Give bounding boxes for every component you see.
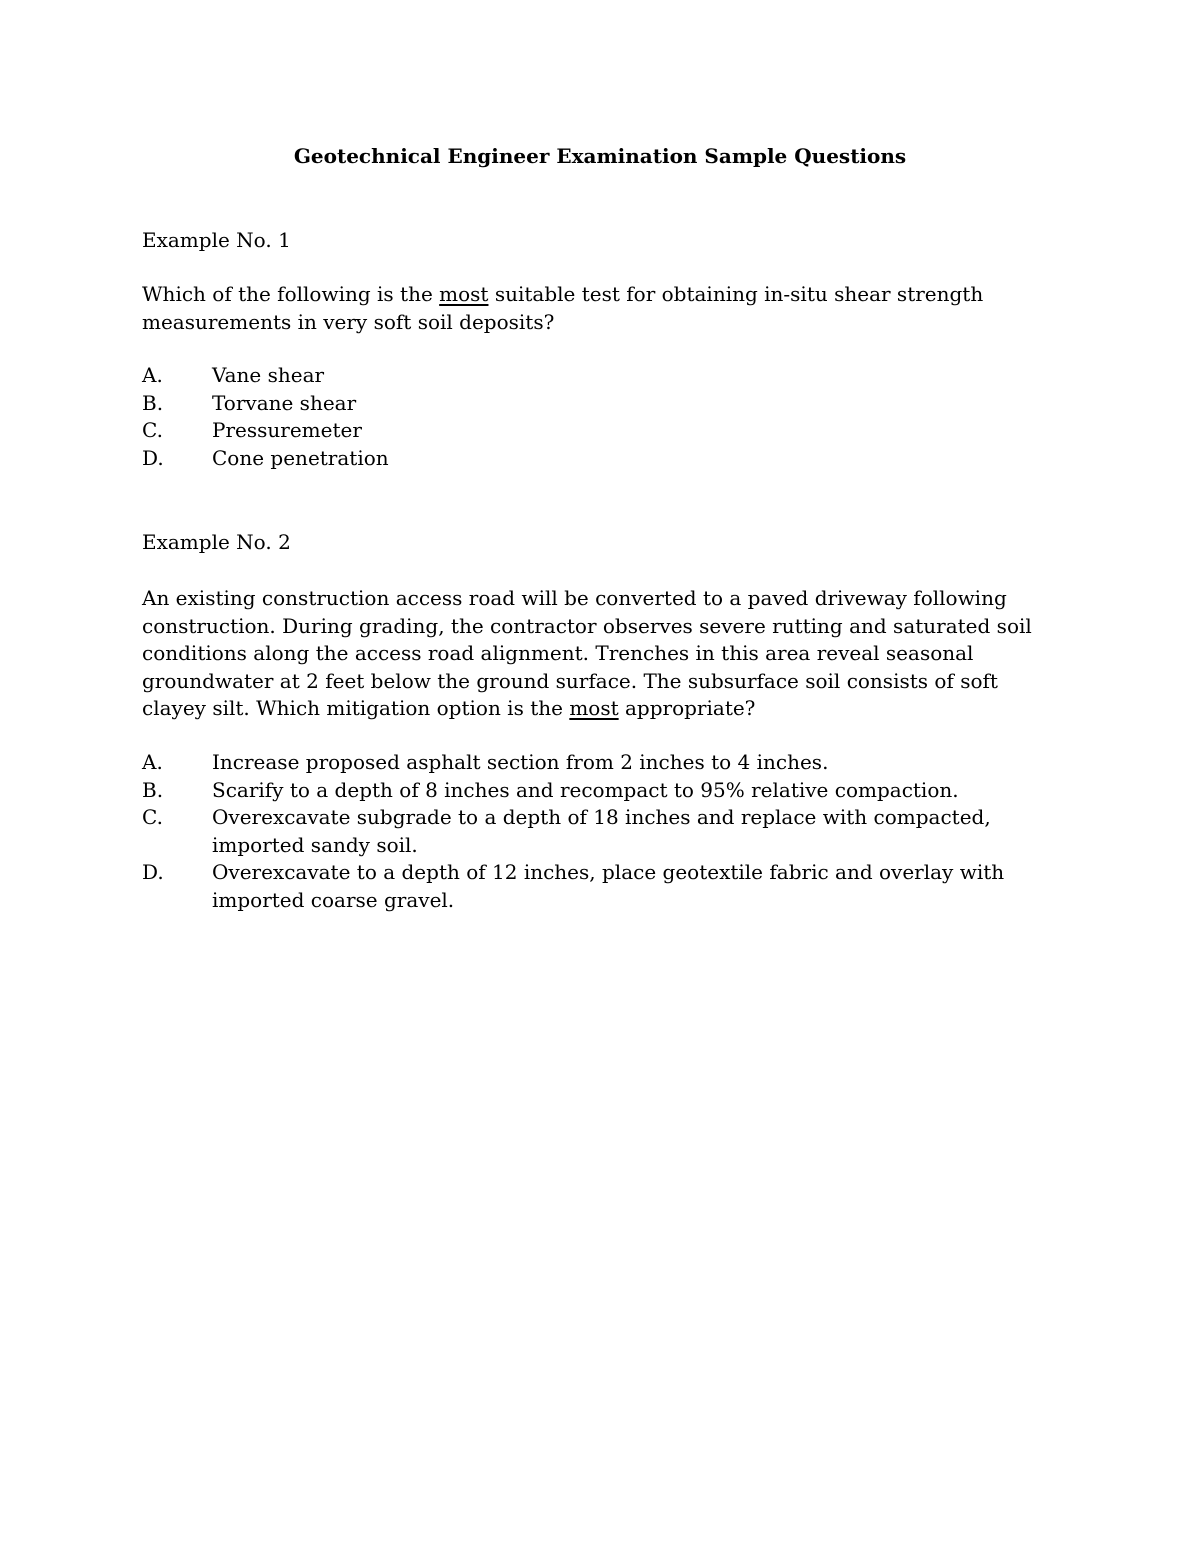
option-text: Cone penetration xyxy=(212,445,389,470)
option-c xyxy=(142,804,1062,859)
option-letter: C. xyxy=(142,805,163,829)
emphasis-text: most xyxy=(439,282,489,306)
example-2-options xyxy=(142,749,1062,914)
question-text: Which of the following is the xyxy=(142,282,440,306)
question-text: suitable test for obtaining in-situ shear strength measurements in very soft soil deposits? xyxy=(142,282,984,334)
option-text: Pressuremeter xyxy=(212,418,362,442)
option-b xyxy=(142,777,1062,805)
example-1-heading: Example No. 1 xyxy=(142,228,291,252)
option-letter: D. xyxy=(142,860,164,884)
option-text: Torvane shear xyxy=(212,390,357,415)
option-text: Scarify to a depth of 8 inches and recompact to 95% relative compaction. xyxy=(212,777,959,802)
example-1-question xyxy=(142,281,1062,336)
option-letter: A. xyxy=(142,363,163,387)
option-text: Increase proposed asphalt section from 2 inches to 4 inches. xyxy=(212,750,829,774)
option-b xyxy=(142,390,1062,418)
option-a xyxy=(142,362,1062,390)
option-d xyxy=(142,445,1062,473)
emphasis-text: most xyxy=(569,696,619,720)
option-letter: C. xyxy=(142,418,163,442)
option-letter: A. xyxy=(142,750,163,774)
document-title: Geotechnical Engineer Examination Sample Questions xyxy=(293,144,907,168)
option-c xyxy=(142,417,1062,445)
option-letter: D. xyxy=(142,445,164,470)
option-text: Overexcavate subgrade to a depth of 18 inches and replace with compacted, imported sandy soil. xyxy=(212,805,991,857)
question-text: An existing construction access road will be converted to a paved driveway following construction. During grading, the contractor observes severe rutting and saturated soil conditions along the access road alignment. Trenches in this area reveal seasonal groundwater at 2 feet below the ground surface. The subsurface soil consists of soft clayey silt. Which mitigation option is the xyxy=(142,586,1032,720)
option-letter: B. xyxy=(142,777,164,802)
example-2-heading: Example No. 2 xyxy=(142,530,291,554)
option-d xyxy=(142,859,1062,914)
question-text: appropriate? xyxy=(618,696,756,720)
option-a xyxy=(142,749,1062,777)
option-text: Vane shear xyxy=(212,363,325,387)
example-1-options xyxy=(142,362,1062,472)
option-text: Overexcavate to a depth of 12 inches, place geotextile fabric and overlay with imported coarse gravel. xyxy=(212,860,1005,912)
option-letter: B. xyxy=(142,390,164,415)
example-2-question xyxy=(142,585,1062,723)
